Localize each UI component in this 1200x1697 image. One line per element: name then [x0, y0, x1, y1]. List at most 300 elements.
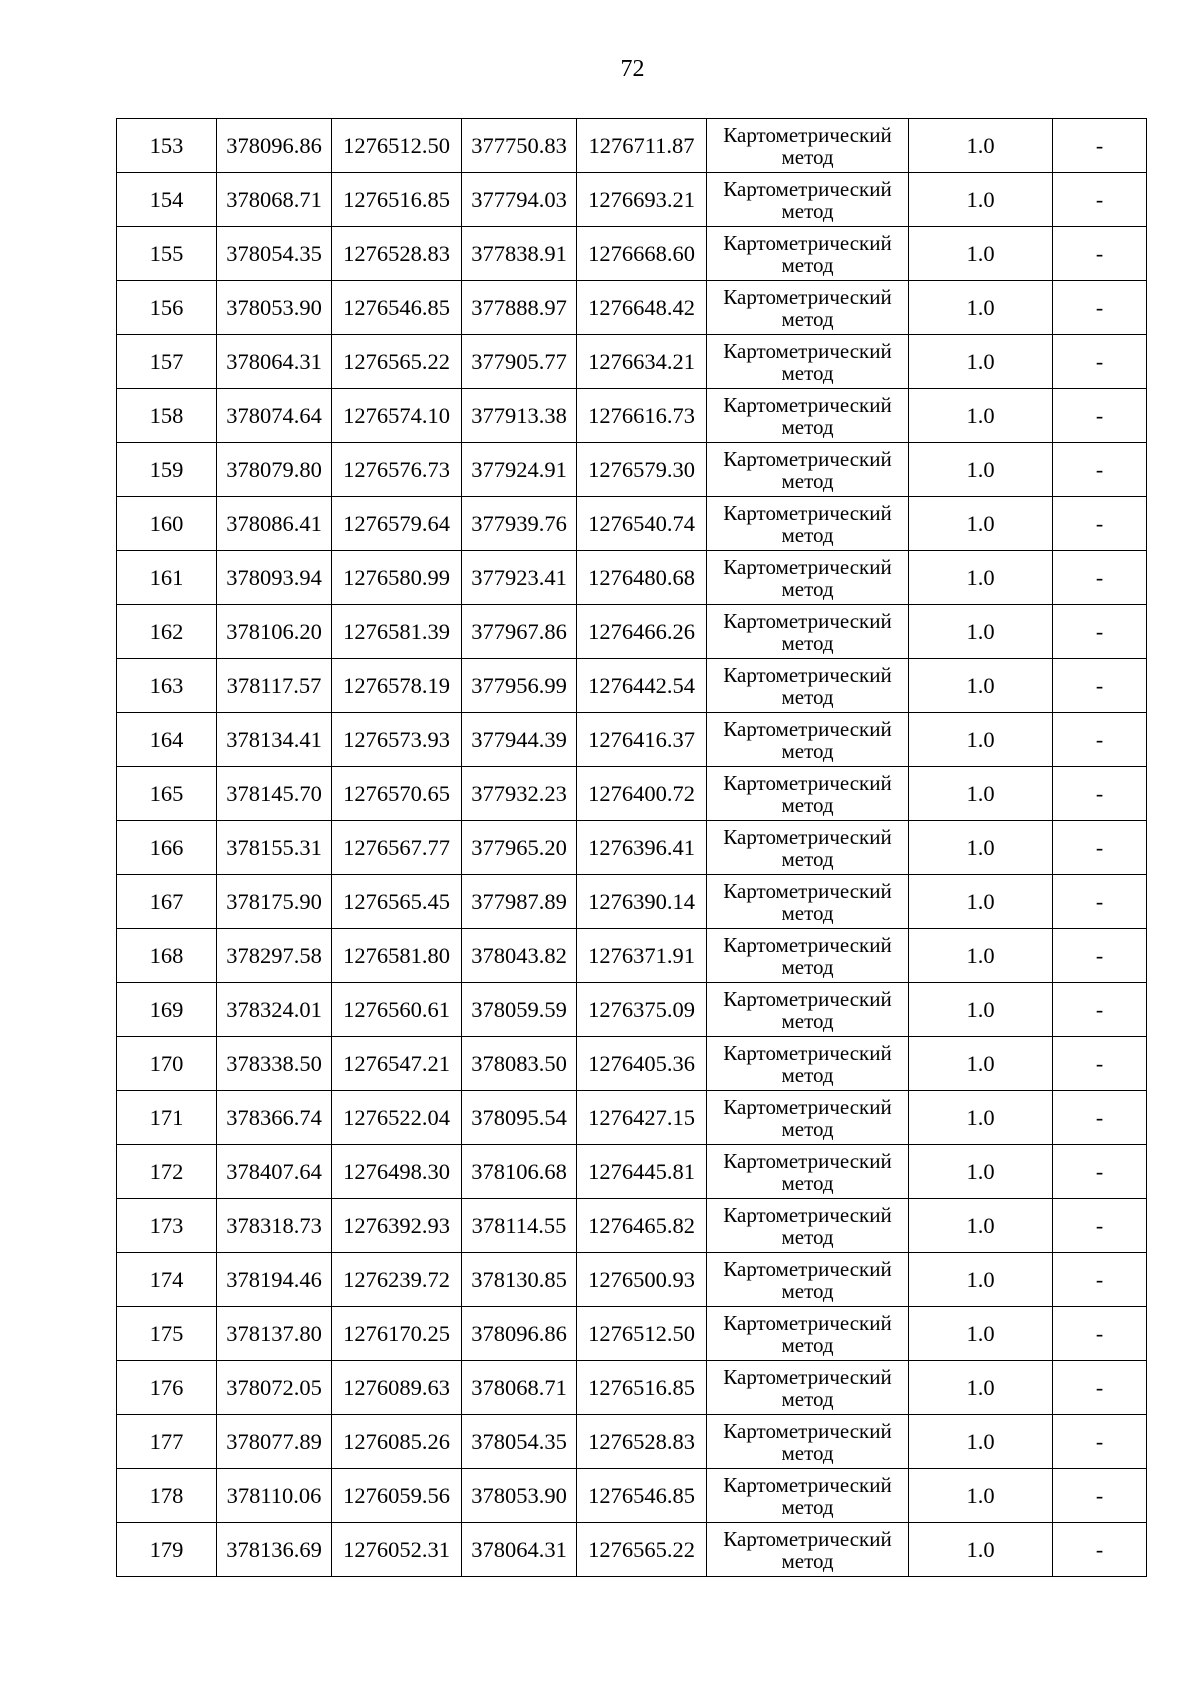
x2-cell: 377838.91 [462, 227, 577, 281]
accuracy-cell: 1.0 [909, 443, 1053, 497]
method-line1: Картометрический [723, 1310, 892, 1335]
method-line2: метод [781, 360, 834, 385]
method-line1: Картометрический [723, 608, 892, 633]
x2-cell: 378114.55 [462, 1199, 577, 1253]
x1-cell: 378175.90 [217, 875, 332, 929]
method-cell [707, 1091, 909, 1145]
y1-cell: 1276170.25 [332, 1307, 462, 1361]
y1-cell: 1276239.72 [332, 1253, 462, 1307]
accuracy-cell: 1.0 [909, 1523, 1053, 1577]
accuracy-cell: 1.0 [909, 173, 1053, 227]
y2-cell: 1276390.14 [577, 875, 707, 929]
method-cell [707, 983, 909, 1037]
method-cell [707, 551, 909, 605]
note-cell: - [1053, 1091, 1147, 1145]
table-row [117, 821, 1147, 875]
accuracy-cell: 1.0 [909, 1361, 1053, 1415]
x2-cell: 377967.86 [462, 605, 577, 659]
y2-cell: 1276528.83 [577, 1415, 707, 1469]
accuracy-cell: 1.0 [909, 1469, 1053, 1523]
table-row [117, 767, 1147, 821]
note-cell: - [1053, 983, 1147, 1037]
note-cell: - [1053, 173, 1147, 227]
point-number-cell: 155 [117, 227, 217, 281]
method-cell [707, 767, 909, 821]
method-line2: метод [781, 1224, 834, 1249]
x2-cell: 378068.71 [462, 1361, 577, 1415]
table-row [117, 875, 1147, 929]
x1-cell: 378074.64 [217, 389, 332, 443]
table-row [117, 1307, 1147, 1361]
method-line1: Картометрический [723, 338, 892, 363]
accuracy-cell: 1.0 [909, 1037, 1053, 1091]
point-number-cell: 161 [117, 551, 217, 605]
method-cell [707, 1415, 909, 1469]
point-number-cell: 168 [117, 929, 217, 983]
x1-cell: 378093.94 [217, 551, 332, 605]
table-row [117, 659, 1147, 713]
y2-cell: 1276500.93 [577, 1253, 707, 1307]
y1-cell: 1276392.93 [332, 1199, 462, 1253]
x1-cell: 378068.71 [217, 173, 332, 227]
table-row [117, 335, 1147, 389]
method-line2: метод [781, 1062, 834, 1087]
y2-cell: 1276442.54 [577, 659, 707, 713]
table-row [117, 929, 1147, 983]
point-number-cell: 158 [117, 389, 217, 443]
method-cell [707, 1307, 909, 1361]
y1-cell: 1276085.26 [332, 1415, 462, 1469]
method-line2: метод [781, 1548, 834, 1573]
y1-cell: 1276580.99 [332, 551, 462, 605]
x2-cell: 378130.85 [462, 1253, 577, 1307]
method-line2: метод [781, 252, 834, 277]
y2-cell: 1276465.82 [577, 1199, 707, 1253]
note-cell: - [1053, 767, 1147, 821]
method-cell [707, 605, 909, 659]
y2-cell: 1276427.15 [577, 1091, 707, 1145]
note-cell: - [1053, 1145, 1147, 1199]
table-row [117, 119, 1147, 173]
y1-cell: 1276579.64 [332, 497, 462, 551]
y1-cell: 1276570.65 [332, 767, 462, 821]
table-row [117, 1523, 1147, 1577]
accuracy-cell: 1.0 [909, 929, 1053, 983]
point-number-cell: 157 [117, 335, 217, 389]
y2-cell: 1276546.85 [577, 1469, 707, 1523]
accuracy-cell: 1.0 [909, 605, 1053, 659]
accuracy-cell: 1.0 [909, 713, 1053, 767]
method-line2: метод [781, 630, 834, 655]
method-line1: Картометрический [723, 554, 892, 579]
method-cell [707, 389, 909, 443]
method-line1: Картометрический [723, 824, 892, 849]
y2-cell: 1276375.09 [577, 983, 707, 1037]
note-cell: - [1053, 227, 1147, 281]
method-line2: метод [781, 1494, 834, 1519]
table-row [117, 1145, 1147, 1199]
y2-cell: 1276416.37 [577, 713, 707, 767]
x2-cell: 377939.76 [462, 497, 577, 551]
point-number-cell: 174 [117, 1253, 217, 1307]
x1-cell: 378077.89 [217, 1415, 332, 1469]
point-number-cell: 154 [117, 173, 217, 227]
note-cell: - [1053, 119, 1147, 173]
x1-cell: 378096.86 [217, 119, 332, 173]
point-number-cell: 164 [117, 713, 217, 767]
method-line1: Картометрический [723, 986, 892, 1011]
y1-cell: 1276522.04 [332, 1091, 462, 1145]
accuracy-cell: 1.0 [909, 551, 1053, 605]
method-cell [707, 281, 909, 335]
x2-cell: 378095.54 [462, 1091, 577, 1145]
note-cell: - [1053, 605, 1147, 659]
method-line2: метод [781, 1170, 834, 1195]
y1-cell: 1276565.22 [332, 335, 462, 389]
method-line2: метод [781, 1008, 834, 1033]
point-number-cell: 177 [117, 1415, 217, 1469]
note-cell: - [1053, 281, 1147, 335]
accuracy-cell: 1.0 [909, 335, 1053, 389]
note-cell: - [1053, 1253, 1147, 1307]
accuracy-cell: 1.0 [909, 389, 1053, 443]
y1-cell: 1276512.50 [332, 119, 462, 173]
method-line1: Картометрический [723, 1202, 892, 1227]
y1-cell: 1276560.61 [332, 983, 462, 1037]
table-body [117, 119, 1147, 1577]
table-row [117, 713, 1147, 767]
method-line2: метод [781, 1278, 834, 1303]
method-cell [707, 497, 909, 551]
x2-cell: 378096.86 [462, 1307, 577, 1361]
method-cell [707, 227, 909, 281]
table-row [117, 1469, 1147, 1523]
table-row [117, 605, 1147, 659]
method-line2: метод [781, 306, 834, 331]
method-line1: Картометрический [723, 1256, 892, 1281]
x1-cell: 378407.64 [217, 1145, 332, 1199]
y2-cell: 1276371.91 [577, 929, 707, 983]
method-cell [707, 821, 909, 875]
point-number-cell: 163 [117, 659, 217, 713]
method-cell [707, 929, 909, 983]
note-cell: - [1053, 1307, 1147, 1361]
y1-cell: 1276547.21 [332, 1037, 462, 1091]
x1-cell: 378072.05 [217, 1361, 332, 1415]
point-number-cell: 169 [117, 983, 217, 1037]
method-line2: метод [781, 414, 834, 439]
note-cell: - [1053, 659, 1147, 713]
y1-cell: 1276498.30 [332, 1145, 462, 1199]
table-row [117, 497, 1147, 551]
table-row [117, 443, 1147, 497]
point-number-cell: 167 [117, 875, 217, 929]
point-number-cell: 173 [117, 1199, 217, 1253]
x2-cell: 377956.99 [462, 659, 577, 713]
accuracy-cell: 1.0 [909, 1253, 1053, 1307]
y1-cell: 1276546.85 [332, 281, 462, 335]
method-cell [707, 1361, 909, 1415]
y2-cell: 1276396.41 [577, 821, 707, 875]
y2-cell: 1276579.30 [577, 443, 707, 497]
table-row [117, 551, 1147, 605]
x2-cell: 377750.83 [462, 119, 577, 173]
y1-cell: 1276528.83 [332, 227, 462, 281]
y2-cell: 1276693.21 [577, 173, 707, 227]
accuracy-cell: 1.0 [909, 821, 1053, 875]
x2-cell: 378053.90 [462, 1469, 577, 1523]
note-cell: - [1053, 821, 1147, 875]
x1-cell: 378366.74 [217, 1091, 332, 1145]
method-line1: Картометрический [723, 1526, 892, 1551]
accuracy-cell: 1.0 [909, 659, 1053, 713]
table-row [117, 983, 1147, 1037]
y2-cell: 1276466.26 [577, 605, 707, 659]
note-cell: - [1053, 443, 1147, 497]
accuracy-cell: 1.0 [909, 281, 1053, 335]
accuracy-cell: 1.0 [909, 1415, 1053, 1469]
x1-cell: 378086.41 [217, 497, 332, 551]
y2-cell: 1276634.21 [577, 335, 707, 389]
x2-cell: 378083.50 [462, 1037, 577, 1091]
accuracy-cell: 1.0 [909, 119, 1053, 173]
note-cell: - [1053, 875, 1147, 929]
note-cell: - [1053, 389, 1147, 443]
table-row [117, 1415, 1147, 1469]
method-line2: метод [781, 468, 834, 493]
note-cell: - [1053, 929, 1147, 983]
method-cell [707, 875, 909, 929]
x1-cell: 378155.31 [217, 821, 332, 875]
method-cell [707, 1469, 909, 1523]
y2-cell: 1276445.81 [577, 1145, 707, 1199]
y1-cell: 1276565.45 [332, 875, 462, 929]
x1-cell: 378064.31 [217, 335, 332, 389]
note-cell: - [1053, 1037, 1147, 1091]
method-line1: Картометрический [723, 878, 892, 903]
y1-cell: 1276052.31 [332, 1523, 462, 1577]
accuracy-cell: 1.0 [909, 1199, 1053, 1253]
x2-cell: 377913.38 [462, 389, 577, 443]
x1-cell: 378079.80 [217, 443, 332, 497]
method-line1: Картометрический [723, 1094, 892, 1119]
y2-cell: 1276405.36 [577, 1037, 707, 1091]
x2-cell: 377924.91 [462, 443, 577, 497]
point-number-cell: 166 [117, 821, 217, 875]
x1-cell: 378145.70 [217, 767, 332, 821]
x1-cell: 378338.50 [217, 1037, 332, 1091]
accuracy-cell: 1.0 [909, 767, 1053, 821]
y2-cell: 1276516.85 [577, 1361, 707, 1415]
x1-cell: 378054.35 [217, 227, 332, 281]
method-line2: метод [781, 738, 834, 763]
table-row [117, 1199, 1147, 1253]
y1-cell: 1276573.93 [332, 713, 462, 767]
x2-cell: 377932.23 [462, 767, 577, 821]
note-cell: - [1053, 1469, 1147, 1523]
method-line2: метод [781, 1386, 834, 1411]
x2-cell: 378054.35 [462, 1415, 577, 1469]
point-number-cell: 176 [117, 1361, 217, 1415]
method-cell [707, 119, 909, 173]
method-line1: Картометрический [723, 392, 892, 417]
x1-cell: 378137.80 [217, 1307, 332, 1361]
x2-cell: 377987.89 [462, 875, 577, 929]
point-number-cell: 178 [117, 1469, 217, 1523]
method-line1: Картометрический [723, 1040, 892, 1065]
method-line1: Картометрический [723, 176, 892, 201]
y1-cell: 1276578.19 [332, 659, 462, 713]
page-number: 72 [620, 56, 645, 82]
point-number-cell: 159 [117, 443, 217, 497]
method-line1: Картометрический [723, 770, 892, 795]
table-row [117, 1091, 1147, 1145]
point-number-cell: 175 [117, 1307, 217, 1361]
note-cell: - [1053, 335, 1147, 389]
y2-cell: 1276648.42 [577, 281, 707, 335]
method-cell [707, 713, 909, 767]
table-row [117, 227, 1147, 281]
x1-cell: 378117.57 [217, 659, 332, 713]
method-line1: Картометрический [723, 662, 892, 687]
method-cell [707, 1253, 909, 1307]
y1-cell: 1276581.39 [332, 605, 462, 659]
method-cell [707, 1199, 909, 1253]
method-cell [707, 1037, 909, 1091]
accuracy-cell: 1.0 [909, 983, 1053, 1037]
method-cell [707, 335, 909, 389]
method-line2: метод [781, 1440, 834, 1465]
accuracy-cell: 1.0 [909, 875, 1053, 929]
x1-cell: 378053.90 [217, 281, 332, 335]
y1-cell: 1276516.85 [332, 173, 462, 227]
method-cell [707, 443, 909, 497]
table-row [117, 1037, 1147, 1091]
note-cell: - [1053, 1361, 1147, 1415]
y1-cell: 1276574.10 [332, 389, 462, 443]
x1-cell: 378106.20 [217, 605, 332, 659]
x2-cell: 378106.68 [462, 1145, 577, 1199]
note-cell: - [1053, 1199, 1147, 1253]
x1-cell: 378136.69 [217, 1523, 332, 1577]
method-line1: Картометрический [723, 1472, 892, 1497]
method-line2: метод [781, 954, 834, 979]
accuracy-cell: 1.0 [909, 497, 1053, 551]
x2-cell: 378059.59 [462, 983, 577, 1037]
method-line2: метод [781, 846, 834, 871]
table-row [117, 389, 1147, 443]
method-line2: метод [781, 1332, 834, 1357]
x2-cell: 377965.20 [462, 821, 577, 875]
x2-cell: 377944.39 [462, 713, 577, 767]
method-line2: метод [781, 576, 834, 601]
table-row [117, 1361, 1147, 1415]
x1-cell: 378110.06 [217, 1469, 332, 1523]
x2-cell: 377794.03 [462, 173, 577, 227]
y2-cell: 1276565.22 [577, 1523, 707, 1577]
y1-cell: 1276576.73 [332, 443, 462, 497]
y2-cell: 1276512.50 [577, 1307, 707, 1361]
note-cell: - [1053, 497, 1147, 551]
x2-cell: 377888.97 [462, 281, 577, 335]
y1-cell: 1276059.56 [332, 1469, 462, 1523]
method-line1: Картометрический [723, 230, 892, 255]
point-number-cell: 162 [117, 605, 217, 659]
accuracy-cell: 1.0 [909, 1145, 1053, 1199]
method-cell [707, 1523, 909, 1577]
note-cell: - [1053, 713, 1147, 767]
note-cell: - [1053, 551, 1147, 605]
method-line2: метод [781, 1116, 834, 1141]
method-line1: Картометрический [723, 284, 892, 309]
method-line2: метод [781, 144, 834, 169]
x2-cell: 378064.31 [462, 1523, 577, 1577]
note-cell: - [1053, 1415, 1147, 1469]
note-cell: - [1053, 1523, 1147, 1577]
x1-cell: 378194.46 [217, 1253, 332, 1307]
y2-cell: 1276400.72 [577, 767, 707, 821]
method-line2: метод [781, 900, 834, 925]
method-line2: метод [781, 198, 834, 223]
method-line2: метод [781, 522, 834, 547]
y2-cell: 1276668.60 [577, 227, 707, 281]
y1-cell: 1276567.77 [332, 821, 462, 875]
point-number-cell: 170 [117, 1037, 217, 1091]
y2-cell: 1276480.68 [577, 551, 707, 605]
method-line1: Картометрический [723, 1418, 892, 1443]
point-number-cell: 179 [117, 1523, 217, 1577]
method-line2: метод [781, 684, 834, 709]
table-row [117, 1253, 1147, 1307]
method-cell [707, 659, 909, 713]
accuracy-cell: 1.0 [909, 1307, 1053, 1361]
y2-cell: 1276711.87 [577, 119, 707, 173]
table-row [117, 173, 1147, 227]
y1-cell: 1276089.63 [332, 1361, 462, 1415]
point-number-cell: 165 [117, 767, 217, 821]
x1-cell: 378297.58 [217, 929, 332, 983]
method-line1: Картометрический [723, 932, 892, 957]
x2-cell: 377905.77 [462, 335, 577, 389]
table-row [117, 281, 1147, 335]
x1-cell: 378318.73 [217, 1199, 332, 1253]
method-line1: Картометрический [723, 446, 892, 471]
method-line1: Картометрический [723, 500, 892, 525]
y1-cell: 1276581.80 [332, 929, 462, 983]
y2-cell: 1276540.74 [577, 497, 707, 551]
method-line1: Картометрический [723, 716, 892, 741]
method-cell [707, 1145, 909, 1199]
method-line1: Картометрический [723, 122, 892, 147]
point-number-cell: 156 [117, 281, 217, 335]
x1-cell: 378134.41 [217, 713, 332, 767]
method-cell [707, 173, 909, 227]
point-number-cell: 160 [117, 497, 217, 551]
accuracy-cell: 1.0 [909, 227, 1053, 281]
point-number-cell: 153 [117, 119, 217, 173]
x1-cell: 378324.01 [217, 983, 332, 1037]
point-number-cell: 171 [117, 1091, 217, 1145]
method-line2: метод [781, 792, 834, 817]
coordinates-table [116, 118, 1147, 1577]
method-line1: Картометрический [723, 1364, 892, 1389]
x2-cell: 378043.82 [462, 929, 577, 983]
accuracy-cell: 1.0 [909, 1091, 1053, 1145]
method-line1: Картометрический [723, 1148, 892, 1173]
point-number-cell: 172 [117, 1145, 217, 1199]
y2-cell: 1276616.73 [577, 389, 707, 443]
x2-cell: 377923.41 [462, 551, 577, 605]
